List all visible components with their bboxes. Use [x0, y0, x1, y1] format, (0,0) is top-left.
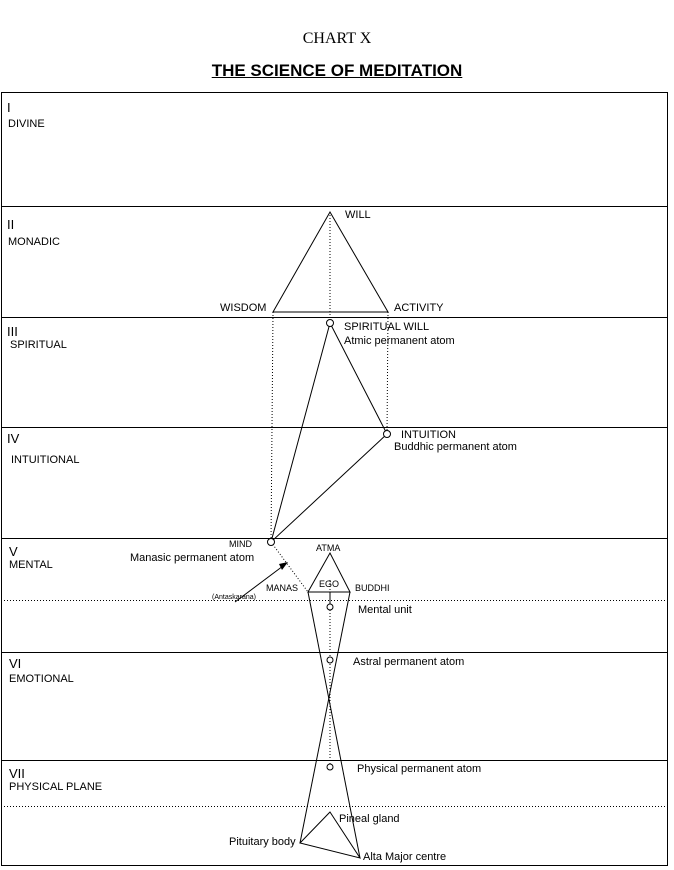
- plane-number: V: [9, 544, 18, 559]
- pineal-gland-label: Pineal gland: [339, 813, 400, 825]
- chart-title: CHART X: [302, 30, 372, 47]
- astral-atom-label: Astral permanent atom: [353, 656, 465, 668]
- physical-atom-circle: [327, 764, 333, 770]
- spiritual-will-label: SPIRITUAL WILL: [344, 321, 430, 333]
- alta-major-label: Alta Major centre: [363, 851, 447, 863]
- astral-atom-circle: [327, 657, 333, 663]
- buddhi-label: BUDDHI: [355, 583, 390, 593]
- wisdom-label: WISDOM: [220, 302, 267, 314]
- atmic-atom-label: Atmic permanent atom: [344, 335, 455, 347]
- buddhic-atom-circle: [384, 431, 391, 438]
- spiritual-triad: [271, 323, 387, 542]
- plane-number: VII: [9, 766, 25, 781]
- plane-name: EMOTIONAL: [9, 673, 74, 685]
- activity-label: ACTIVITY: [394, 302, 444, 314]
- manasic-atom-label: Manasic permanent atom: [130, 552, 255, 564]
- mental-unit-label: Mental unit: [358, 604, 412, 616]
- pituitary-body-label: Pituitary body: [229, 836, 296, 848]
- plane-number: VI: [9, 656, 22, 671]
- manas-label: MANAS: [266, 583, 299, 593]
- buddhic-atom-label: Buddhic permanent atom: [394, 441, 517, 453]
- plane-name: MENTAL: [9, 559, 53, 571]
- plane-number: II: [7, 217, 15, 232]
- plane-number: I: [7, 100, 11, 115]
- atma-label: ATMA: [316, 543, 341, 553]
- hourglass-line: [300, 592, 350, 843]
- plane-name: PHYSICAL PLANE: [9, 781, 103, 793]
- plane-name: SPIRITUAL: [10, 339, 67, 351]
- plane-name: INTUITIONAL: [11, 454, 80, 466]
- atmic-atom-circle: [327, 320, 334, 327]
- antaskarana-label: (Antaskarana): [212, 594, 256, 601]
- mental-unit-circle: [327, 604, 333, 610]
- intuition-label: INTUITION: [401, 429, 456, 441]
- chart-frame: [2, 93, 668, 866]
- manasic-atom-circle: [268, 539, 275, 546]
- physical-atom-label: Physical permanent atom: [357, 763, 482, 775]
- ego-label: EGO: [319, 579, 340, 589]
- plane-number: III: [7, 324, 18, 339]
- mind-label: MIND: [229, 539, 252, 549]
- plane-name: MONADIC: [8, 236, 60, 248]
- plane-number: IV: [7, 431, 20, 446]
- plane-name: DIVINE: [8, 118, 45, 130]
- will-label: WILL: [345, 209, 371, 221]
- arrowhead-icon: [279, 562, 288, 570]
- main-title: THE SCIENCE OF MEDITATION: [211, 61, 463, 80]
